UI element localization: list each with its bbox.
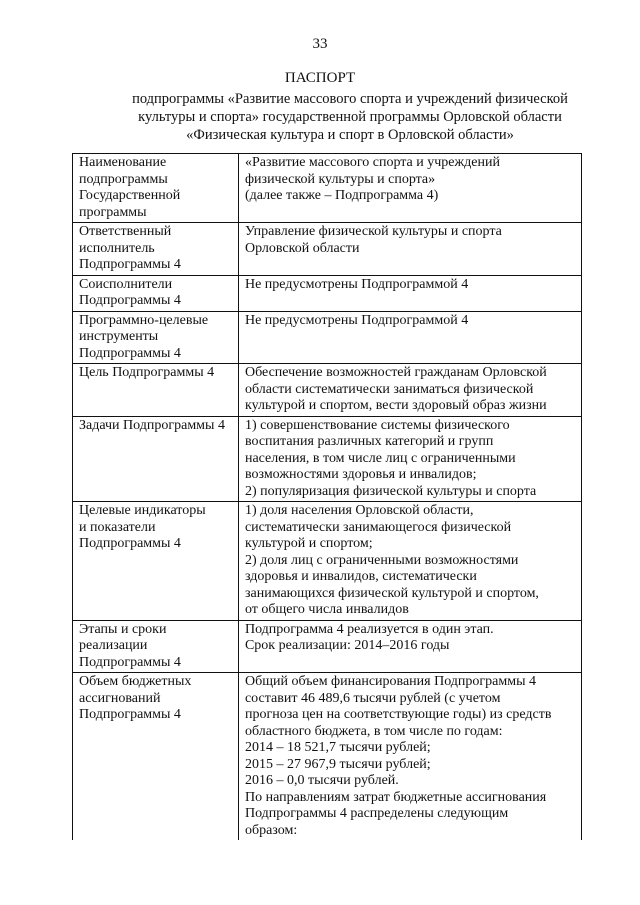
- row-value-line: 1) совершенствование системы физического: [244, 417, 510, 433]
- subtitle-line: «Физическая культура и спорт в Орловской области»: [186, 127, 514, 143]
- table-row: [73, 502, 582, 621]
- row-label-cell: [73, 620, 239, 673]
- row-value-cell: [238, 416, 581, 502]
- row-label-line: Подпрограммы 4: [79, 654, 181, 670]
- row-label-line: реализации: [79, 638, 148, 653]
- document-title: ПАСПОРТ: [284, 70, 356, 86]
- table-row: [73, 223, 582, 276]
- row-label-cell: [73, 223, 239, 276]
- page-number: 33: [312, 36, 328, 52]
- row-label-cell: [73, 364, 239, 417]
- row-label-line: и показатели: [79, 519, 156, 535]
- row-value-line: Подпрограмма 4 реализуется в один этап.: [244, 621, 494, 637]
- row-label-line: Задачи Подпрограммы 4: [79, 417, 225, 433]
- row-value-line: физической культуры и спорта»: [244, 171, 436, 187]
- row-value-line: Управление физической культуры и спорта: [244, 224, 502, 239]
- row-value-line: 2) доля лиц с ограниченными возможностями: [244, 552, 519, 568]
- row-label-line: Ответственный: [79, 224, 172, 239]
- row-value-line: Не предусмотрены Подпрограммой 4: [244, 312, 469, 328]
- row-value-line: от общего числа инвалидов: [244, 602, 409, 617]
- row-label-line: Объем бюджетных: [79, 674, 192, 689]
- row-value-cell: [238, 154, 581, 223]
- row-label-line: Подпрограммы 4: [79, 707, 181, 722]
- row-label-cell: [73, 502, 239, 621]
- row-value-line: Подпрограммы 4 распределены следующим: [244, 806, 509, 821]
- table-row: [73, 673, 582, 841]
- row-value-cell: [238, 223, 581, 276]
- row-value-line: областного бюджета, в том числе по годам:: [244, 723, 503, 739]
- subtitle-line: подпрограммы «Развитие массового спорта и учреждений физической: [132, 91, 568, 107]
- row-value-line: составит 46 489,6 тысячи рублей (с учетом: [244, 690, 501, 706]
- row-value-line: «Развитие массового спорта и учреждений: [244, 155, 500, 170]
- row-value-line: 2015 – 27 967,9 тысячи рублей;: [244, 756, 431, 772]
- row-label-line: Наименование: [79, 155, 167, 170]
- row-value-line: населения, в том числе лиц с ограниченными: [244, 450, 516, 466]
- row-label-line: Государственной: [79, 188, 181, 203]
- row-value-line: 2016 – 0,0 тысячи рублей.: [244, 773, 399, 788]
- row-value-line: культурой и спортом;: [244, 536, 373, 551]
- passport-table: [72, 153, 582, 840]
- row-label-cell: [73, 154, 239, 223]
- row-value-line: Не предусмотрены Подпрограммой 4: [244, 276, 469, 292]
- row-label-line: программы: [79, 204, 147, 220]
- row-label-line: ассигнований: [79, 690, 161, 706]
- subtitle-line: культуры и спорта» государственной программы Орловской области: [138, 109, 562, 125]
- row-value-line: Срок реализации: 2014–2016 годы: [244, 638, 450, 653]
- row-value-line: По направлениям затрат бюджетные ассигнования: [244, 789, 547, 805]
- row-label-line: инструменты: [79, 329, 159, 344]
- row-value-line: 2014 – 18 521,7 тысячи рублей;: [244, 740, 431, 755]
- row-label-line: Целевые индикаторы: [79, 503, 206, 518]
- row-label-line: исполнитель: [79, 240, 155, 256]
- row-value-line: воспитания различных категорий и групп: [244, 434, 494, 449]
- row-value-cell: [238, 620, 581, 673]
- table-row: [73, 416, 582, 502]
- row-label-line: Программно-целевые: [79, 312, 209, 328]
- row-label-cell: [73, 416, 239, 502]
- table-row: [73, 364, 582, 417]
- row-value-line: занимающихся физической культурой и спортом,: [244, 585, 539, 601]
- passport-table-body: [73, 154, 582, 841]
- row-value-line: 1) доля населения Орловской области,: [244, 503, 474, 518]
- row-value-line: 2) популяризация физической культуры и спорта: [244, 483, 537, 499]
- row-label-cell: [73, 673, 239, 841]
- table-row: [73, 620, 582, 673]
- row-label-line: Подпрограммы 4: [79, 257, 181, 272]
- document-subtitle: [100, 90, 600, 144]
- row-label-line: Подпрограммы 4: [79, 345, 181, 361]
- row-label-line: Подпрограммы 4: [79, 293, 181, 308]
- row-value-cell: [238, 311, 581, 364]
- row-value-line: Общий объем финансирования Подпрограммы 4: [244, 674, 536, 689]
- table-row: [73, 154, 582, 223]
- row-value-line: образом:: [244, 822, 298, 838]
- row-value-cell: [238, 502, 581, 621]
- row-value-line: возможностями здоровья и инвалидов;: [244, 467, 477, 482]
- row-value-line: культурой и спортом, вести здоровый образ жизни: [244, 398, 547, 413]
- row-label-line: подпрограммы: [79, 171, 168, 187]
- row-value-line: (далее также – Подпрограмма 4): [244, 188, 439, 203]
- row-label-line: Соисполнители: [79, 276, 173, 292]
- row-label-line: Цель Подпрограммы 4: [79, 365, 215, 380]
- row-label-cell: [73, 311, 239, 364]
- row-value-line: систематически занимающегося физической: [244, 519, 512, 535]
- row-value-line: Орловской области: [244, 240, 360, 256]
- table-row: [73, 275, 582, 311]
- row-value-line: прогноза цен на соответствующие годы) из средств: [244, 707, 552, 722]
- row-label-line: Подпрограммы 4: [79, 536, 181, 551]
- row-value-cell: [238, 275, 581, 311]
- row-value-line: области систематически заниматься физической: [244, 381, 534, 397]
- table-row: [73, 311, 582, 364]
- row-value-line: здоровья и инвалидов, систематически: [244, 569, 477, 584]
- row-value-cell: [238, 673, 581, 841]
- row-label-cell: [73, 275, 239, 311]
- row-label-line: Этапы и сроки: [79, 621, 167, 637]
- row-value-line: Обеспечение возможностей гражданам Орловской: [244, 365, 547, 380]
- row-value-cell: [238, 364, 581, 417]
